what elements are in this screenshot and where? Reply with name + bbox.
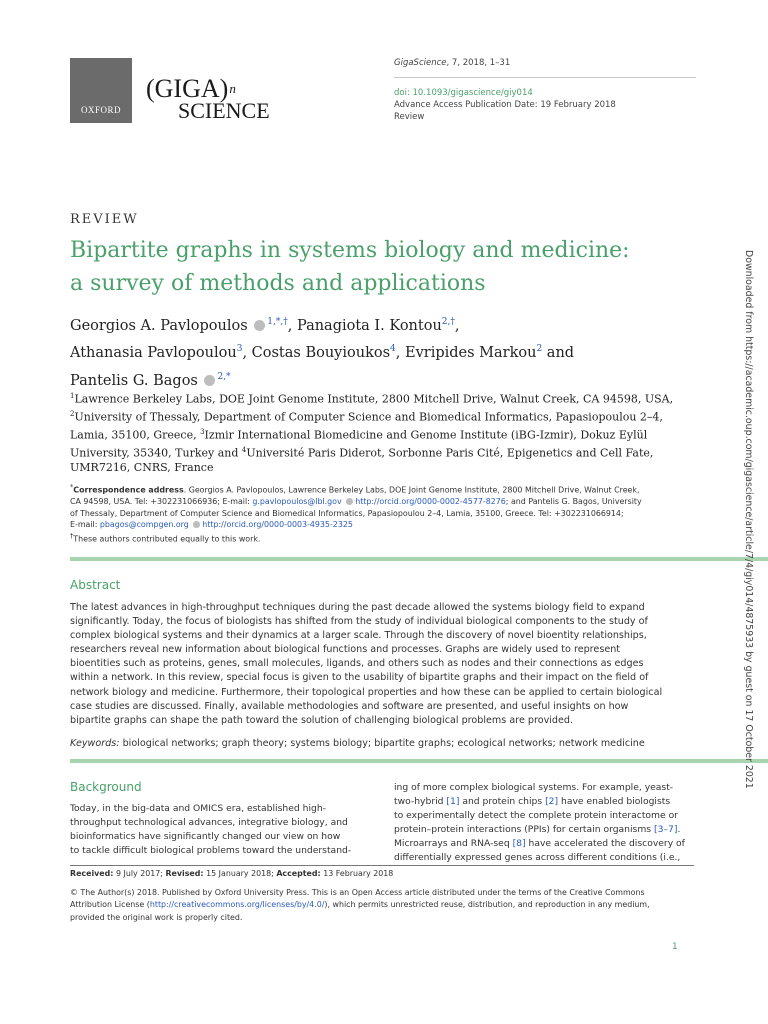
body-line: differentially expressed genes across different conditions (i.e., [394, 851, 681, 863]
affiliation-3: Izmir International Biomedicine and Genome Institute (iBG-Izmir), Dokuz Eylül [204, 428, 648, 442]
abstract-line: bipartite graphs can shape the path toward the solution of challenging biological problems are provided. [70, 714, 574, 726]
author-affil-sup: 2,† [441, 317, 455, 327]
download-sidebar [740, 250, 754, 789]
author-affil-sup: 3 [236, 344, 243, 355]
affiliation-2: University of Thessaly, Department of Computer Science and Biomedical Informatics, Papasiopoulou 2–4, [74, 410, 663, 424]
accepted-date: 13 February 2018 [320, 869, 394, 878]
body-text: have accelerated the discovery of [525, 837, 685, 849]
orcid-icon [193, 521, 200, 528]
body-text: two-hybrid [394, 795, 447, 807]
body-text: protein–protein interactions (PPIs) for certain organisms [394, 823, 654, 835]
citation-journal: GigaScience [394, 58, 447, 68]
header-rule [394, 77, 696, 78]
author-separator: and [542, 345, 575, 362]
body-text: Microarrays and RNA-seq [394, 837, 513, 849]
oxford-logo [70, 58, 132, 123]
advance-access: Advance Access Publication Date: 19 February 2018 [394, 100, 616, 110]
keywords [70, 738, 690, 749]
email-link[interactable]: pbagos@compgen.org [99, 520, 189, 530]
abstract-heading: Abstract [70, 578, 121, 592]
abstract-line: researchers reveal new information about biological functions and processes. Graphs are widely used to represent [70, 644, 621, 656]
corr-sup: * [70, 483, 74, 491]
citation-ref[interactable]: [3–7] [653, 823, 678, 835]
title-line-2: a survey of methods and applications [70, 271, 486, 296]
author-separator: , [242, 345, 252, 362]
body-line [394, 823, 694, 837]
body-line: bioinformatics have significantly changed our view on how [70, 830, 341, 842]
license-text: ), which permits unrestricted reuse, distribution, and reproduction in any medium, [324, 900, 650, 910]
orcid-icon [346, 498, 353, 505]
citation-ref[interactable]: [2] [545, 795, 559, 807]
citation-ref[interactable]: [8] [512, 837, 526, 849]
body-line: ing of more complex biological systems. For example, yeast- [394, 782, 674, 793]
body-line: throughput technological advances, integrative biology, and [70, 816, 348, 828]
keywords-label: Keywords: [70, 738, 120, 749]
revised-date: 15 January 2018; [203, 869, 277, 878]
abstract-line: complex biological systems and their dynamics at a larger scale. Through the discovery of novel bioentity relationships, [70, 630, 647, 642]
equal-sup: † [70, 532, 74, 540]
title-line-1: Bipartite graphs in systems biology and medicine: [70, 238, 630, 263]
citation-ref[interactable]: [1] [446, 795, 460, 807]
corr-text: ; and Pantelis G. Bagos, University [505, 497, 642, 507]
orcid-link[interactable]: http://orcid.org/0000-0002-4577-8276 [355, 497, 506, 507]
author-name[interactable]: Evripides Markou [405, 345, 537, 362]
orcid-link[interactable]: http://orcid.org/0000-0003-4935-2325 [202, 520, 353, 530]
author-name[interactable]: Panagiota I. Kontou [296, 317, 442, 334]
body-line [394, 795, 694, 809]
abstract-top-bar [70, 557, 768, 561]
abstract-text [70, 601, 678, 728]
abstract-line: bioentities such as proteins, genes, small molecules, ligands, and others such as nodes and their connections as edges [70, 658, 644, 670]
affiliations [70, 389, 678, 476]
affil-sup: 1 [70, 392, 75, 400]
license-link[interactable]: http://creativecommons.org/licenses/by/4.0/ [149, 900, 325, 910]
email-link[interactable]: g.pavlopoulos@lbl.gov [252, 497, 342, 507]
abstract-line: network biology and medicine. Furthermore, their topological properties and how these can be applied to certain biological [70, 686, 663, 698]
keywords-list: biological networks; graph theory; systems biology; bipartite graphs; ecological networks; network medicine [122, 738, 645, 749]
author-separator: , [454, 317, 460, 334]
author-separator: , [287, 317, 297, 334]
orcid-icon[interactable] [254, 320, 265, 331]
logo-science: SCIENCE [178, 98, 270, 123]
abstract-bottom-bar [70, 759, 768, 763]
accepted-label: Accepted: [276, 869, 321, 878]
license-text: Attribution License ( [70, 900, 150, 910]
corr-label: Correspondence address [73, 485, 184, 495]
gigascience-logo [146, 74, 270, 123]
logo-superscript: n [229, 81, 236, 96]
body-line: to tackle difficult biological problems toward the understand- [70, 844, 352, 856]
corr-text: CA 94598, USA. Tel: +302231066936; E-mail: [70, 497, 253, 507]
license-line: provided the original work is properly cited. [70, 912, 243, 922]
received-label: Received: [70, 869, 114, 878]
abstract-line: within a network. In this review, special focus is given to the usability of bipartite graphs and their impact on the field of [70, 672, 649, 684]
corr-text: . Georgios A. Pavlopoulos, Lawrence Berkeley Labs, DOE Joint Genome Institute, 2800 Mitchell Drive, Walnut Creek, [183, 485, 640, 495]
body-column-1 [70, 802, 370, 858]
footnote-rule [70, 865, 694, 866]
body-text: have enabled biologists [558, 795, 671, 807]
affiliation-3-cont: University, 35340, Turkey and [70, 446, 242, 460]
author-separator: , [395, 345, 405, 362]
body-line: to experimentally detect the complete protein interactome or [394, 809, 678, 821]
download-notice: Downloaded from https://academic.oup.com/gigascience/article/7/4/giy014/4875933 by guest on 17 October 2021 [743, 250, 754, 789]
corr-text: E-mail: [70, 520, 100, 530]
author-list [70, 311, 700, 393]
affiliation-1: Lawrence Berkeley Labs, DOE Joint Genome Institute, 2800 Mitchell Drive, Walnut Creek, CA 94598, USA, [74, 392, 674, 406]
logo-giga: (GIGA) [146, 74, 229, 103]
body-text: . [677, 823, 681, 835]
license-notice [70, 887, 690, 924]
body-line [394, 837, 694, 851]
affiliation-4: Université Paris Diderot, Sorbonne Paris Cité, Epigenetics and Cell Fate, [246, 446, 654, 460]
doi-link[interactable]: doi: 10.1093/gigascience/giy014 [394, 88, 533, 98]
corr-text: of Thessaly, Department of Computer Science and Biomedical Informatics, Papasiopoulou 2–4, Lamia, 35100, Greece. Tel: +302231066914; [70, 508, 624, 518]
license-line: © The Author(s) 2018. Published by Oxford University Press. This is an Open Access article distributed under the terms of the Creative Commons [70, 888, 645, 897]
author-affil-sup: 2,* [217, 371, 231, 382]
author-affil-sup: 1,*,† [267, 317, 288, 327]
page-number: 1 [672, 942, 678, 952]
article-title [70, 234, 690, 300]
revised-label: Revised: [165, 869, 204, 878]
affil-sup: 2 [70, 409, 75, 418]
author-name[interactable]: Athanasia Pavlopoulou [70, 345, 237, 362]
citation-volume: , 7, 2018, 1–31 [446, 58, 511, 68]
affil-sup: 4 [241, 445, 247, 454]
author-affil-sup: 2 [536, 344, 543, 355]
author-affil-sup: 4 [390, 344, 396, 355]
abstract-line: significantly. Today, the focus of biologists has shifted from the study of individual biological components to the study of [70, 616, 648, 628]
citation [394, 58, 510, 68]
section-label: REVIEW [70, 212, 139, 227]
body-text: and protein chips [459, 795, 546, 807]
affiliation-2-cont: Lamia, 35100, Greece, [70, 428, 201, 442]
body-column-2 [394, 781, 694, 864]
oxford-wordmark: OXFORD [80, 105, 121, 115]
author-name[interactable]: Georgios A. Pavlopoulos [70, 317, 248, 334]
affiliation-4-cont: UMR7216, CNRS, France [70, 461, 214, 475]
abstract-line: The latest advances in high-throughput techniques during the past decade allowed the systems biology field to expand [70, 602, 645, 613]
abstract-line: case studies are discussed. Finally, available methodologies and software are presented, and useful insights on how [70, 700, 629, 712]
article-type: Review [394, 112, 425, 122]
author-name[interactable]: Pantelis G. Bagos [70, 372, 198, 389]
submission-dates [70, 869, 393, 878]
background-heading: Background [70, 780, 142, 794]
equal-contribution: These authors contributed equally to this work. [73, 534, 261, 544]
affil-sup: 3 [200, 427, 205, 436]
orcid-icon[interactable] [204, 375, 215, 386]
author-name[interactable]: Costas Bouyioukos [251, 345, 391, 362]
correspondence [70, 482, 678, 545]
received-date: 9 July 2017; [113, 869, 166, 878]
body-line: Today, in the big-data and OMICS era, established high- [70, 803, 326, 814]
